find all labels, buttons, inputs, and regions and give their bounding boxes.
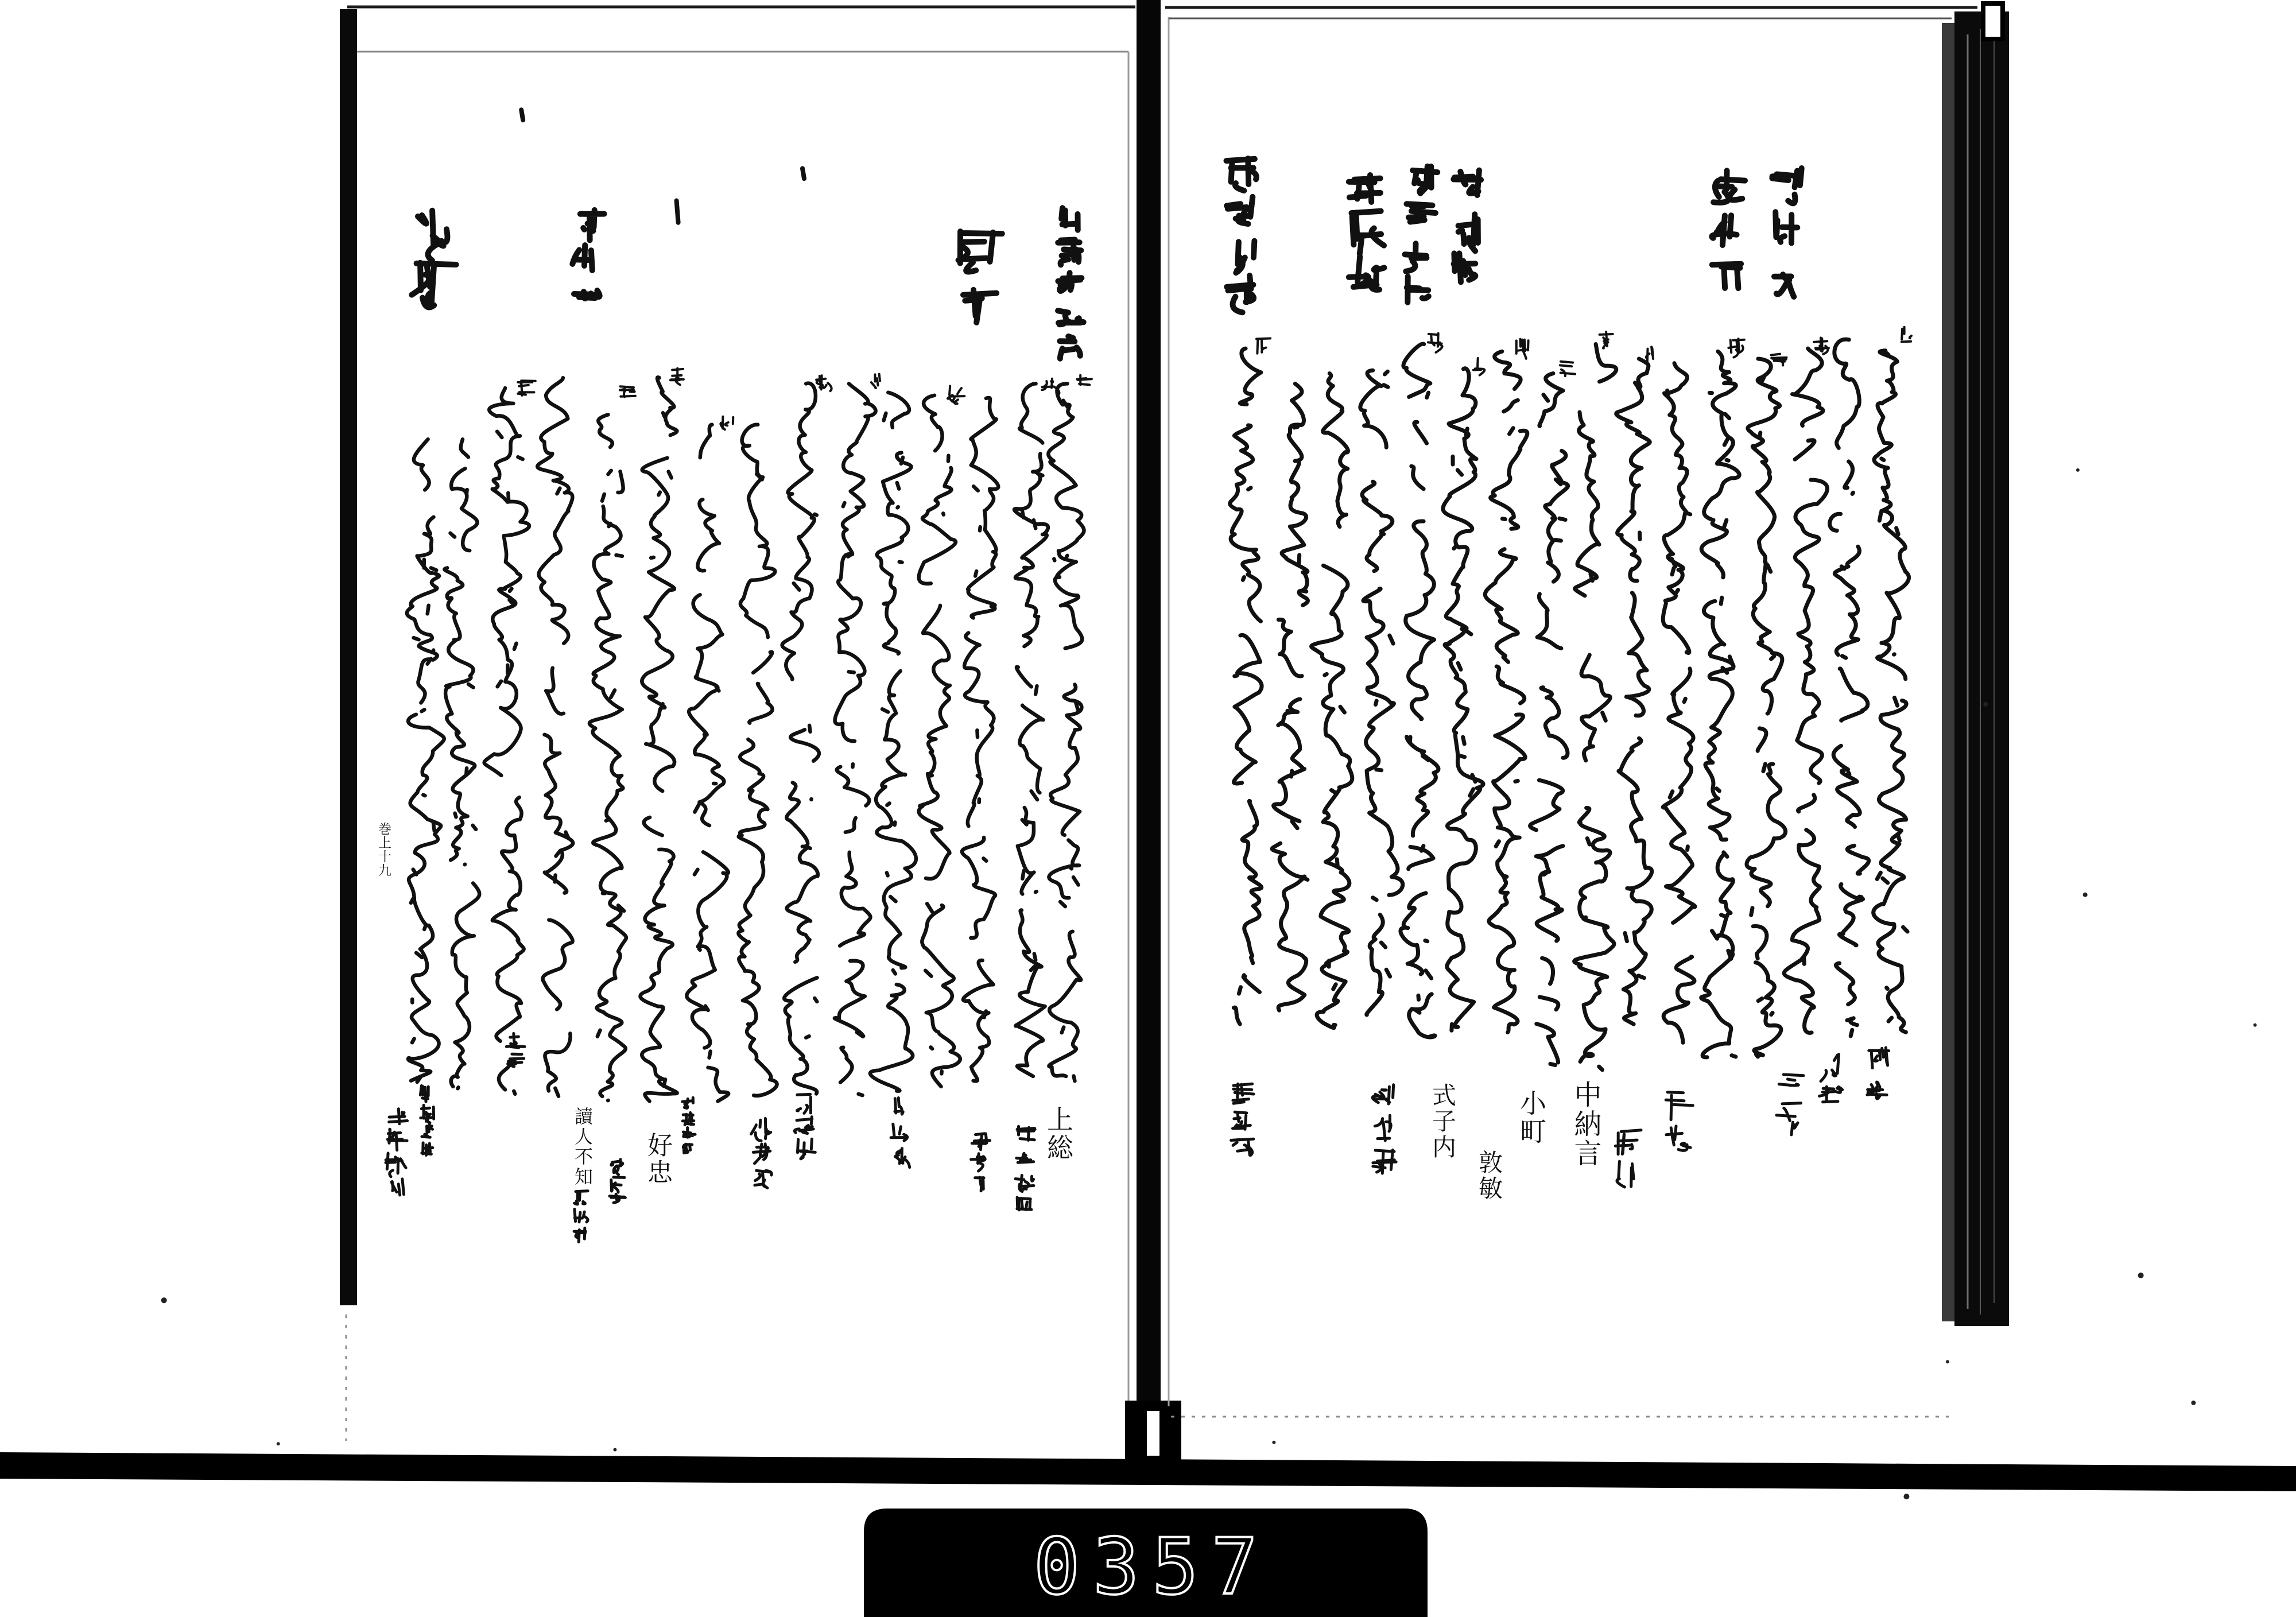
poet-attribution: 上総 <box>1043 1106 1074 1162</box>
marginal-mark <box>620 386 635 397</box>
spine-foot-gap <box>1147 1411 1159 1456</box>
tick-mark <box>802 168 804 179</box>
attribution-note <box>891 1098 910 1168</box>
right-page-fore-edge-shadow <box>1942 23 1954 1321</box>
marginal-mark <box>1428 334 1442 352</box>
handwritten-text-column <box>444 439 479 1088</box>
scan-speck <box>1946 1360 1949 1363</box>
handwritten-text-column <box>782 383 819 1094</box>
scan-speck <box>2076 468 2080 472</box>
poem-topic-heading <box>1058 208 1084 358</box>
scan-speck <box>1983 702 1988 707</box>
poem-topic-heading <box>1349 175 1384 290</box>
poet-attribution: 讀人不知 <box>572 1107 594 1187</box>
handwritten-text-column <box>738 425 777 1096</box>
book-spine <box>1137 0 1161 1406</box>
handwritten-text-column <box>1701 351 1740 1057</box>
marginal-mark <box>1560 362 1575 376</box>
marginal-mark <box>720 417 733 430</box>
marginal-mark <box>1473 358 1484 375</box>
handwritten-text-column <box>1048 383 1084 1081</box>
marginal-mark <box>1771 354 1787 366</box>
marginal-mark <box>1256 339 1270 354</box>
poem-topic-heading <box>1772 168 1801 297</box>
marginal-mark <box>518 381 536 395</box>
attribution-note <box>1666 1092 1693 1151</box>
handwritten-text-column <box>1663 363 1695 1043</box>
handwritten-text-column <box>1616 359 1652 1033</box>
scan-speck <box>277 1442 280 1445</box>
folio-label: 巻上十九 <box>376 822 391 877</box>
handwritten-text-column <box>687 425 728 1102</box>
attribution-note <box>1820 1054 1843 1102</box>
handwritten-text-column <box>1485 351 1527 1032</box>
marginal-mark <box>1077 375 1092 385</box>
attribution-note <box>1231 1084 1254 1155</box>
handwritten-text-column <box>1272 383 1308 1010</box>
handwritten-text-column <box>1784 348 1827 1042</box>
attribution-note <box>1867 1048 1889 1099</box>
handwritten-text-column <box>835 383 876 1095</box>
marginal-mark <box>871 374 880 388</box>
handwritten-text-column <box>589 414 626 1100</box>
attribution-note <box>794 1094 815 1158</box>
handwritten-text-column <box>1230 348 1262 1024</box>
scan-speck <box>161 1297 167 1303</box>
handwritten-text-column <box>1530 374 1568 1067</box>
marginal-mark <box>1646 347 1653 361</box>
attribution-note <box>386 1109 408 1195</box>
handwritten-text-column <box>1574 344 1616 1070</box>
handwritten-text-column <box>1401 344 1438 1037</box>
marginal-mark <box>1814 338 1829 354</box>
poem-topic-heading <box>412 211 456 308</box>
tick-mark <box>677 201 678 223</box>
attribution-note <box>1615 1130 1641 1187</box>
scan-speck <box>1272 1441 1275 1444</box>
handwritten-text-column <box>870 393 916 1091</box>
marginal-mark <box>948 386 964 404</box>
handwritten-text-column <box>484 388 529 1094</box>
attribution-note <box>1015 1126 1035 1210</box>
attribution-note <box>506 1033 525 1067</box>
handwritten-text-column <box>1360 370 1403 1028</box>
handwritten-text-column <box>1443 369 1483 1031</box>
poem-topic-heading <box>1227 158 1256 312</box>
attribution-note <box>682 1098 695 1153</box>
handwritten-text-column <box>537 378 573 1096</box>
attribution-note <box>610 1160 625 1203</box>
poem-topic-heading <box>1712 170 1745 288</box>
marginal-mark <box>1728 339 1744 358</box>
scan-speck <box>2191 1401 2196 1405</box>
poet-attribution: 敦敏 <box>1475 1150 1503 1201</box>
poet-attribution: 式子内 <box>1429 1083 1457 1160</box>
attribution-note <box>1777 1075 1804 1135</box>
handwritten-text-column <box>1747 359 1786 1057</box>
marginal-mark <box>1902 327 1911 342</box>
poem-topic-heading <box>959 231 1002 323</box>
attribution-note <box>971 1134 990 1191</box>
corner-tab <box>1983 3 2003 39</box>
poet-attribution: 好忠 <box>643 1132 672 1186</box>
handwritten-text-column <box>407 439 444 1082</box>
handwritten-text-column <box>919 395 960 1087</box>
handwritten-text-column <box>1874 351 1909 1033</box>
handwritten-text-column <box>1312 374 1352 1028</box>
frame-number-label <box>864 1522 1428 1612</box>
right-page-fore-edge <box>1954 11 2009 1326</box>
left-page-outer-edge <box>340 9 357 1305</box>
marginal-mark <box>670 369 684 385</box>
handwritten-text-column <box>962 398 998 1081</box>
marginal-mark <box>1600 332 1613 348</box>
poem-topic-heading <box>1405 166 1438 303</box>
scan-speck <box>2138 1273 2144 1278</box>
marginal-mark <box>816 375 832 391</box>
attribution-note <box>751 1118 772 1188</box>
poem-topic-heading <box>572 210 604 298</box>
scan-speck <box>1903 1494 1909 1499</box>
handwritten-text-column <box>1014 383 1048 1076</box>
scan-speck <box>2254 1023 2257 1027</box>
scan-speck <box>613 1448 616 1452</box>
marginal-mark <box>1517 339 1529 359</box>
tick-mark <box>521 110 523 120</box>
handwritten-text-column <box>641 377 677 1101</box>
poem-topic-heading <box>1453 170 1481 282</box>
scan-speck <box>2083 893 2088 897</box>
attribution-note <box>1372 1085 1396 1173</box>
handwritten-text-column <box>1830 339 1869 1036</box>
poet-attribution: 小町 <box>1516 1089 1547 1146</box>
frame-number: 0357 <box>1033 1522 1271 1612</box>
poet-attribution: 中納言 <box>1569 1080 1601 1168</box>
attribution-note <box>420 1085 433 1155</box>
attribution-note <box>574 1191 588 1242</box>
